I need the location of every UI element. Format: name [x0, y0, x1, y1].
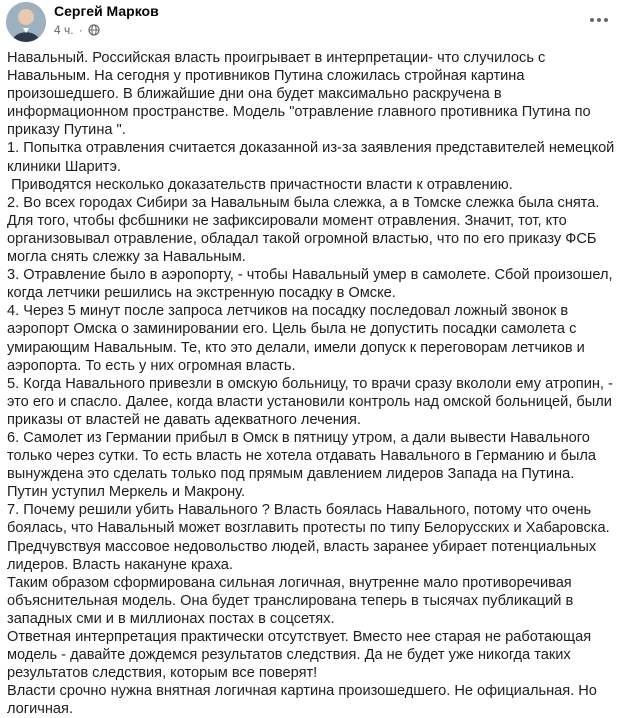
post-paragraph: 6. Самолет из Германии прибыл в Омск в пятницу утром, а дали вывести Навального только через сутки. То есть власть не хотела отдавать Навального в Германию и была вынуждена это сделать только под прямым давлением лидеров Запада на Путина. Путин уступил Меркель и Макрону.	[7, 429, 597, 501]
avatar[interactable]	[6, 2, 46, 42]
post-body	[7, 49, 615, 718]
post-paragraph: 1. Попытка отравления считается доказанной из-за заявления представителей немецкой клиники Шаритэ.	[7, 140, 615, 175]
post-header	[0, 0, 625, 44]
author-name[interactable]: Сергей Марков	[54, 3, 159, 19]
post-paragraph: 5. Когда Навального привезли в омскую больницу, то врачи сразу вкололи ему атропин, - это его и спасло. Далее, когда власти установили контроль над омской больницей, были приказы от властей не давать адекватного лечения.	[7, 375, 613, 428]
post-paragraph: Ответная интерпретация практически отсутствует. Вместо нее старая не работающая модель - давайте дождемся результатов следствия. Да не будет уже никогда таких результатов следствия, которым все поверят!	[7, 629, 592, 682]
post-paragraph: 7. Почему решили убить Навального ? Власть боялась Навального, потому что очень боялась, что Навальный может возглавить протесты по типу Белорусских и Хабаровска. Предчувствуя массовое недовольство людей, власть заранее убирает потенциальных лидеров. Власть накануне краха.	[7, 502, 610, 573]
meta-separator: ·	[78, 23, 83, 37]
post-paragraph: Таким образом сформирована сильная логичная, внутренне мало противоречивая объяснительная модель. Она будет транслирована теперь в тысячах публикаций в западных сми и в миллионах постах в соцсетях.	[7, 574, 574, 627]
globe-icon	[88, 24, 100, 36]
post-paragraph: 4. Через 5 минут после запроса летчиков на посадку последовал ложный звонок в аэропорт Омска о заминировании его. Цель была не допустить посадки самолета с умирающим Навальным. Те, кто это делали, имели допуск к переговорам летчиков и аэропорта. То есть у них огромная власть.	[7, 303, 585, 374]
post-meta	[54, 23, 100, 37]
post-paragraph: 3. Отравление было в аэропорту, - чтобы Навальный умер в самолете. Сбой произошел, когда летчики решились на экстренную посадку в Омске.	[7, 267, 613, 302]
post-paragraph: Власти срочно нужна внятная логичная картина произошедшего. Не официальная. Но логичная.	[7, 683, 597, 718]
post-timestamp[interactable]: 4 ч.	[54, 23, 74, 37]
post-paragraph: Навальный. Российская власть проигрывает в интерпретации- что случилось с Навальным. На сегодня у противников Путина сложилась стройная картина произошедшего. В ближайшие дни она будет максимально раскручена в информационном пространстве. Модель "отравление главного противника Путина по приказу Путина ".	[7, 50, 591, 139]
post-paragraph: 2. Во всех городах Сибири за Навальным была слежка, а в Томске слежка была снята. Для того, чтобы фсбшники не зафиксировали момент отравления. Значит, тот, кто организовывал отравление, обладал такой огромной властью, что по его приказу ФСБ могла снять слежку за Навальным.	[7, 194, 600, 266]
post-paragraph: Приводятся несколько доказательств причастности власти к отравлению.	[7, 176, 513, 193]
more-options-icon[interactable]	[587, 10, 611, 30]
avatar-photo-icon	[6, 2, 46, 42]
